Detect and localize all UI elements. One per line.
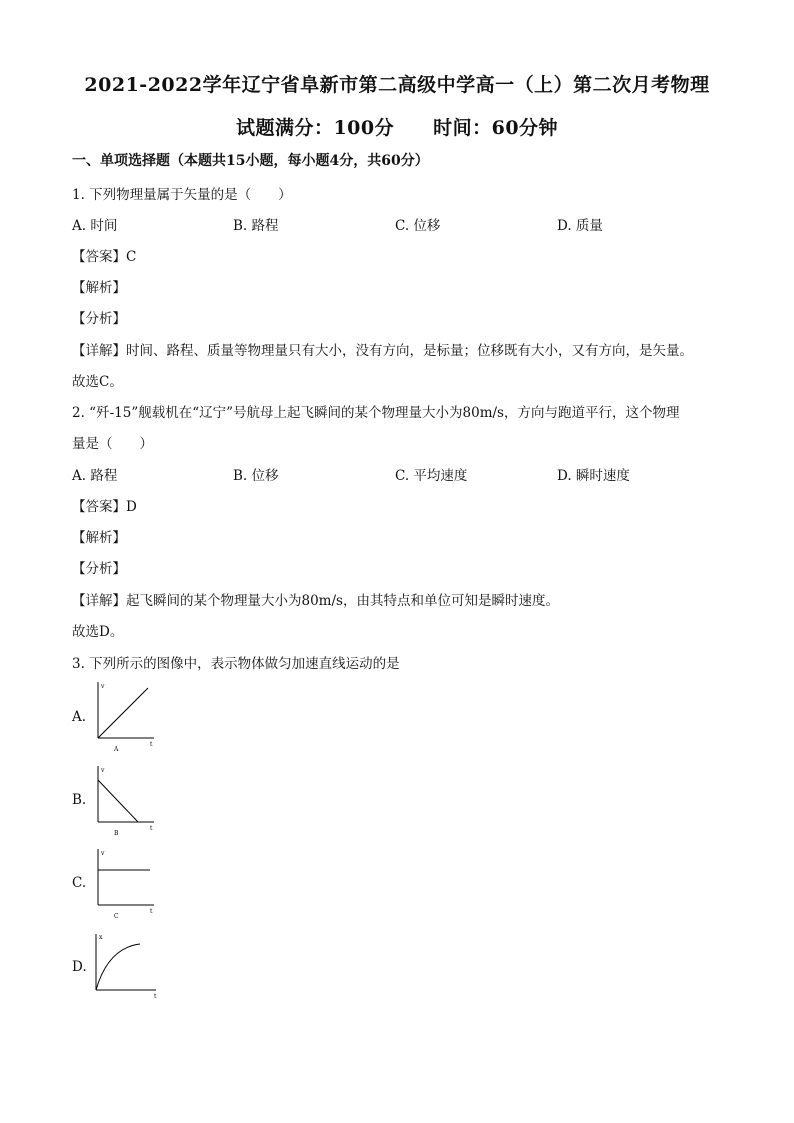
q3-option-c-label: C.	[72, 875, 87, 891]
x-axis-label: t	[150, 908, 153, 915]
section-heading: 一、单项选择题（本题共15小题，每小题4分，共60分）	[72, 153, 429, 169]
q1-option-b: B. 路程	[233, 218, 279, 234]
y-axis-label: v	[101, 683, 105, 690]
document-title-line2: 试题满分：100分 时间：60分钟	[235, 117, 559, 139]
q1-fenxi-label: 【分析】	[72, 311, 126, 327]
graph-curve	[96, 944, 140, 990]
q2-detail: 【详解】起飞瞬间的某个物理量大小为80m/s，由其特点和单位可知是瞬时速度。	[72, 593, 559, 609]
graph-line	[98, 688, 148, 738]
y-axis-label: v	[101, 767, 105, 774]
q2-option-a: A. 路程	[72, 468, 118, 484]
q3-option-d-label: D.	[72, 959, 87, 975]
y-axis-label: v	[101, 850, 105, 857]
q2-stem-line1: 2. “歼-15”舰载机在“辽宁”号航母上起飞瞬间的某个物理量大小为80m/s，方向与跑道平行，这个物理	[72, 405, 680, 421]
q3-stem: 3. 下列所示的图像中，表示物体做匀加速直线运动的是	[72, 656, 400, 672]
graph-caption: C	[114, 913, 119, 920]
q1-option-a: A. 时间	[72, 218, 118, 234]
graph-caption: B	[114, 830, 119, 837]
q2-option-c: C. 平均速度	[395, 468, 468, 484]
q1-detail: 【详解】时间、路程、质量等物理量只有大小，没有方向，是标量；位移既有大小，又有方向，是矢量。	[72, 343, 693, 359]
q1-answer: 【答案】C	[72, 249, 137, 265]
q2-answer: 【答案】D	[72, 499, 137, 515]
q2-conclusion: 故选D。	[72, 624, 124, 640]
q2-stem-line2: 量是（ ）	[72, 436, 153, 452]
q2-option-d: D. 瞬时速度	[557, 468, 630, 484]
q3-option-b-graph	[92, 762, 162, 837]
q2-analysis-label: 【解析】	[72, 530, 126, 546]
x-axis-label: t	[150, 741, 153, 748]
q1-conclusion: 故选C。	[72, 374, 123, 390]
q1-stem: 1. 下列物理量属于矢量的是（ ）	[72, 187, 292, 203]
q1-analysis-label: 【解析】	[72, 280, 126, 296]
q3-option-d-graph	[92, 930, 162, 1005]
graph-caption: A	[114, 746, 119, 753]
q3-option-c-graph	[92, 845, 162, 920]
q2-fenxi-label: 【分析】	[72, 561, 126, 577]
x-axis-label: t	[150, 825, 153, 832]
graph-line	[98, 780, 138, 822]
document-title-line1: 2021-2022学年辽宁省阜新市第二高级中学高一（上）第二次月考物理	[84, 74, 710, 96]
q2-option-b: B. 位移	[233, 468, 279, 484]
q1-option-c: C. 位移	[395, 218, 441, 234]
y-axis-label: x	[99, 934, 103, 941]
q3-option-b-label: B.	[72, 792, 87, 808]
q3-option-a-label: A.	[72, 709, 87, 725]
x-axis-label: t	[154, 993, 157, 1000]
q1-option-d: D. 质量	[557, 218, 603, 234]
q3-option-a-graph	[92, 678, 162, 753]
